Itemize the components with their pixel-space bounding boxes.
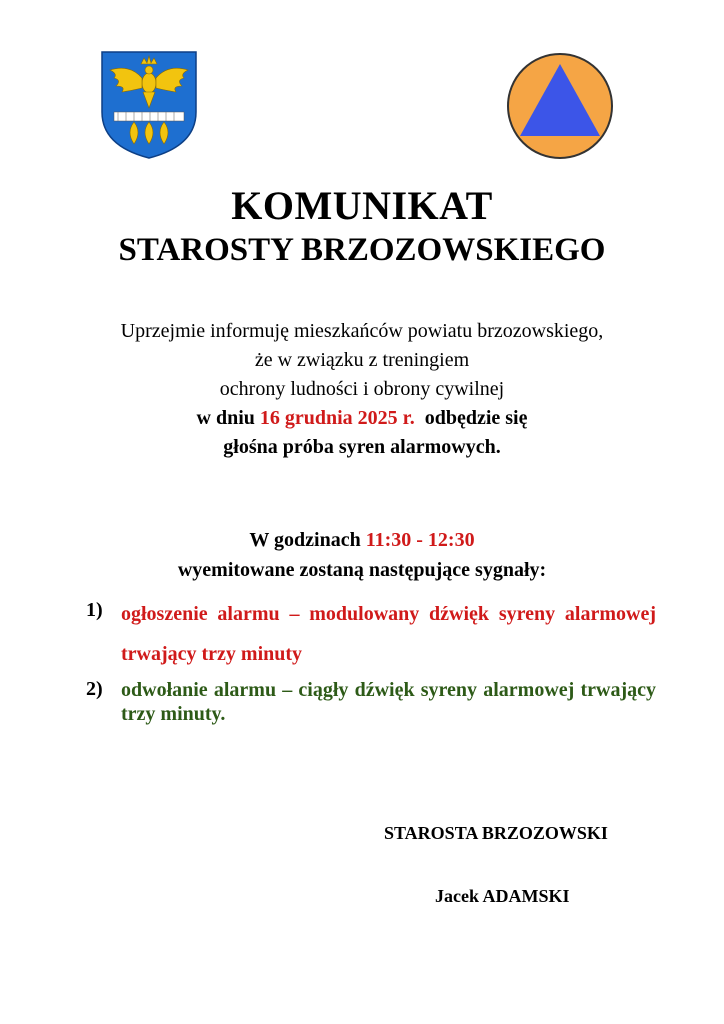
intro-date-prefix: w dniu (196, 407, 260, 429)
signal-number: 2) (86, 678, 103, 700)
intro-line: że w związku z treningiem (254, 349, 470, 371)
intro-line: Uprzejmie informuję mieszkańców powiatu brzozowskiego, (120, 320, 604, 342)
hours-line (0, 525, 724, 555)
hours-line: wyemitowane zostaną następujące sygnały: (177, 559, 547, 581)
signature-name: Jacek ADAMSKI (435, 886, 570, 906)
signal-text: ogłoszenie alarmu – modulowany dźwięk syreny alarmowej trwający trzy minuty (121, 603, 656, 665)
event-time: 11:30 - 12:30 (365, 529, 475, 551)
intro-line: ochrony ludności i obrony cywilnej (219, 378, 505, 400)
signal-number: 1) (86, 599, 103, 621)
coat-of-arms-logo (100, 50, 198, 160)
hours-prefix: W godzinach (249, 529, 366, 551)
civil-defence-logo (506, 52, 614, 160)
event-date: 16 grudnia 2025 r. (259, 407, 415, 429)
page-title: KOMUNIKAT (231, 183, 493, 228)
intro-date-suffix: odbędzie się (414, 407, 528, 429)
intro-paragraph (0, 317, 724, 462)
intro-date-line (0, 404, 724, 433)
signature-title: STAROSTA BRZOZOWSKI (384, 823, 608, 843)
intro-line: głośna próba syren alarmowych. (223, 436, 501, 458)
signal-text: odwołanie alarmu – ciągły dźwięk syreny alarmowej trwający trzy minuty. (121, 679, 656, 725)
page-subtitle: STAROSTY BRZOZOWSKIEGO (118, 232, 606, 268)
hours-paragraph (0, 525, 724, 585)
